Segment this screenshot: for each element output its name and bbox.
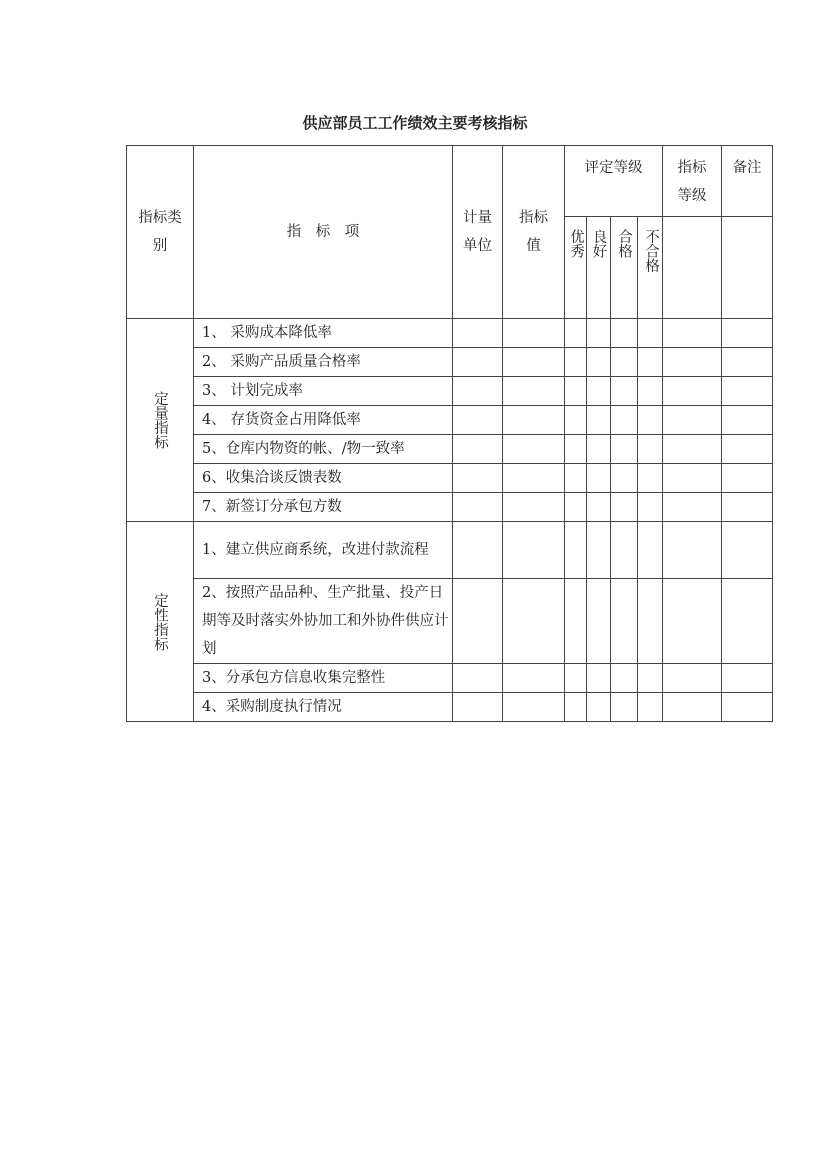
- blank-cell[interactable]: [453, 435, 503, 464]
- blank-cell[interactable]: [722, 348, 773, 377]
- blank-cell[interactable]: [663, 664, 722, 693]
- table-row: [127, 319, 773, 348]
- blank-cell[interactable]: [453, 664, 503, 693]
- blank-cell[interactable]: [565, 579, 587, 664]
- blank-cell[interactable]: [663, 579, 722, 664]
- blank-cell[interactable]: [611, 435, 638, 464]
- blank-cell[interactable]: [611, 522, 638, 579]
- blank-cell[interactable]: [638, 493, 663, 522]
- category-cell: 定性指标: [127, 522, 194, 722]
- indicator-item: 1、 采购成本降低率: [194, 319, 453, 348]
- table-row: [127, 377, 773, 406]
- table-row: [127, 406, 773, 435]
- table-row: [127, 348, 773, 377]
- blank-cell[interactable]: [503, 377, 565, 406]
- blank-cell[interactable]: [453, 579, 503, 664]
- header-value: 指标值: [503, 146, 565, 319]
- indicator-item: 6、收集洽谈反馈表数: [194, 464, 453, 493]
- blank-cell[interactable]: [503, 348, 565, 377]
- blank-cell[interactable]: [453, 406, 503, 435]
- blank-cell[interactable]: [587, 406, 611, 435]
- indicator-item: 3、 计划完成率: [194, 377, 453, 406]
- indicator-item: 2、 采购产品质量合格率: [194, 348, 453, 377]
- blank-cell[interactable]: [663, 693, 722, 722]
- blank-cell[interactable]: [722, 435, 773, 464]
- blank-cell[interactable]: [722, 522, 773, 579]
- blank-cell[interactable]: [663, 406, 722, 435]
- blank-cell[interactable]: [611, 377, 638, 406]
- header-remarks: 备注: [722, 146, 773, 217]
- blank-cell[interactable]: [587, 377, 611, 406]
- table-row: [127, 435, 773, 464]
- blank-cell[interactable]: [663, 464, 722, 493]
- indicator-item: 7、新签订分承包方数: [194, 493, 453, 522]
- blank-cell[interactable]: [638, 579, 663, 664]
- blank-cell[interactable]: [453, 348, 503, 377]
- blank-cell[interactable]: [565, 435, 587, 464]
- blank-cell[interactable]: [503, 493, 565, 522]
- blank-cell[interactable]: [663, 435, 722, 464]
- indicator-item: 3、分承包方信息收集完整性: [194, 664, 453, 693]
- blank-cell[interactable]: [587, 464, 611, 493]
- blank-cell[interactable]: [638, 406, 663, 435]
- blank-cell[interactable]: [663, 493, 722, 522]
- blank-cell[interactable]: [722, 377, 773, 406]
- document-title: 供应部员工工作绩效主要考核指标: [302, 114, 528, 132]
- blank-cell[interactable]: [638, 464, 663, 493]
- indicator-item: 1、建立供应商系统，改进付款流程: [194, 522, 453, 579]
- blank-cell[interactable]: [503, 522, 565, 579]
- blank-cell[interactable]: [722, 319, 773, 348]
- blank-cell[interactable]: [722, 406, 773, 435]
- table-row: [127, 493, 773, 522]
- blank-cell[interactable]: [638, 664, 663, 693]
- blank-cell[interactable]: [638, 522, 663, 579]
- blank-cell[interactable]: [611, 464, 638, 493]
- blank-cell[interactable]: [722, 693, 773, 722]
- blank-cell[interactable]: [587, 348, 611, 377]
- blank-cell[interactable]: [663, 319, 722, 348]
- rating-fail: 不合格: [638, 217, 663, 319]
- blank-cell[interactable]: [638, 377, 663, 406]
- category-cell: 定量指标: [127, 319, 194, 522]
- blank-cell[interactable]: [503, 319, 565, 348]
- header-category: 指标类别: [127, 146, 194, 319]
- blank-cell[interactable]: [565, 406, 587, 435]
- blank-cell[interactable]: [565, 664, 587, 693]
- indicator-item: 4、采购制度执行情况: [194, 693, 453, 722]
- blank-cell[interactable]: [638, 348, 663, 377]
- header-index-level: 指标等级: [663, 146, 722, 217]
- blank-cell[interactable]: [565, 522, 587, 579]
- table-row: [127, 579, 773, 664]
- blank-cell[interactable]: [453, 319, 503, 348]
- blank-cell[interactable]: [565, 319, 587, 348]
- blank-cell[interactable]: [565, 464, 587, 493]
- blank-cell[interactable]: [503, 406, 565, 435]
- blank-cell[interactable]: [663, 377, 722, 406]
- header-unit: 计量单位: [453, 146, 503, 319]
- blank-cell[interactable]: [453, 377, 503, 406]
- blank-cell[interactable]: [611, 664, 638, 693]
- indicator-item: 4、 存货资金占用降低率: [194, 406, 453, 435]
- header-item: 指 标 项: [194, 146, 453, 319]
- table-row: [127, 693, 773, 722]
- blank-cell[interactable]: [611, 319, 638, 348]
- blank-cell[interactable]: [611, 493, 638, 522]
- table-row: [127, 664, 773, 693]
- kpi-table: [126, 145, 773, 722]
- blank-cell[interactable]: [565, 377, 587, 406]
- rating-excellent: 优秀: [565, 217, 587, 319]
- blank-cell[interactable]: [587, 664, 611, 693]
- blank-cell[interactable]: [587, 522, 611, 579]
- blank-cell[interactable]: [503, 693, 565, 722]
- blank-cell[interactable]: [503, 664, 565, 693]
- blank-cell[interactable]: [638, 693, 663, 722]
- blank-cell[interactable]: [587, 579, 611, 664]
- blank-cell[interactable]: [722, 464, 773, 493]
- blank-cell[interactable]: [587, 493, 611, 522]
- blank-cell[interactable]: [453, 493, 503, 522]
- blank-cell[interactable]: [663, 348, 722, 377]
- blank-cell[interactable]: [663, 522, 722, 579]
- blank-cell[interactable]: [722, 579, 773, 664]
- blank-cell[interactable]: [638, 319, 663, 348]
- blank-cell[interactable]: [565, 493, 587, 522]
- table-row: [127, 464, 773, 493]
- indicator-item: 5、仓库内物资的帐、/物一致率: [194, 435, 453, 464]
- blank-cell[interactable]: [453, 464, 503, 493]
- blank-cell[interactable]: [565, 348, 587, 377]
- table-row: [127, 522, 773, 579]
- blank-cell[interactable]: [722, 664, 773, 693]
- blank-cell[interactable]: [611, 693, 638, 722]
- blank-cell[interactable]: [722, 493, 773, 522]
- blank-cell[interactable]: [503, 579, 565, 664]
- blank-cell[interactable]: [638, 435, 663, 464]
- blank-cell[interactable]: [587, 693, 611, 722]
- rating-pass: 合格: [611, 217, 638, 319]
- blank-cell[interactable]: [611, 579, 638, 664]
- blank-cell[interactable]: [565, 693, 587, 722]
- header-rating: 评定等级: [565, 146, 663, 217]
- blank-cell[interactable]: [587, 435, 611, 464]
- blank-cell[interactable]: [611, 406, 638, 435]
- blank-cell[interactable]: [453, 522, 503, 579]
- blank-cell[interactable]: [503, 464, 565, 493]
- blank-cell[interactable]: [587, 319, 611, 348]
- rating-good: 良好: [587, 217, 611, 319]
- indicator-item: 2、按照产品品种、生产批量、投产日期等及时落实外协加工和外协件供应计划: [194, 579, 453, 664]
- blank-cell[interactable]: [453, 693, 503, 722]
- blank-cell[interactable]: [611, 348, 638, 377]
- blank-cell[interactable]: [503, 435, 565, 464]
